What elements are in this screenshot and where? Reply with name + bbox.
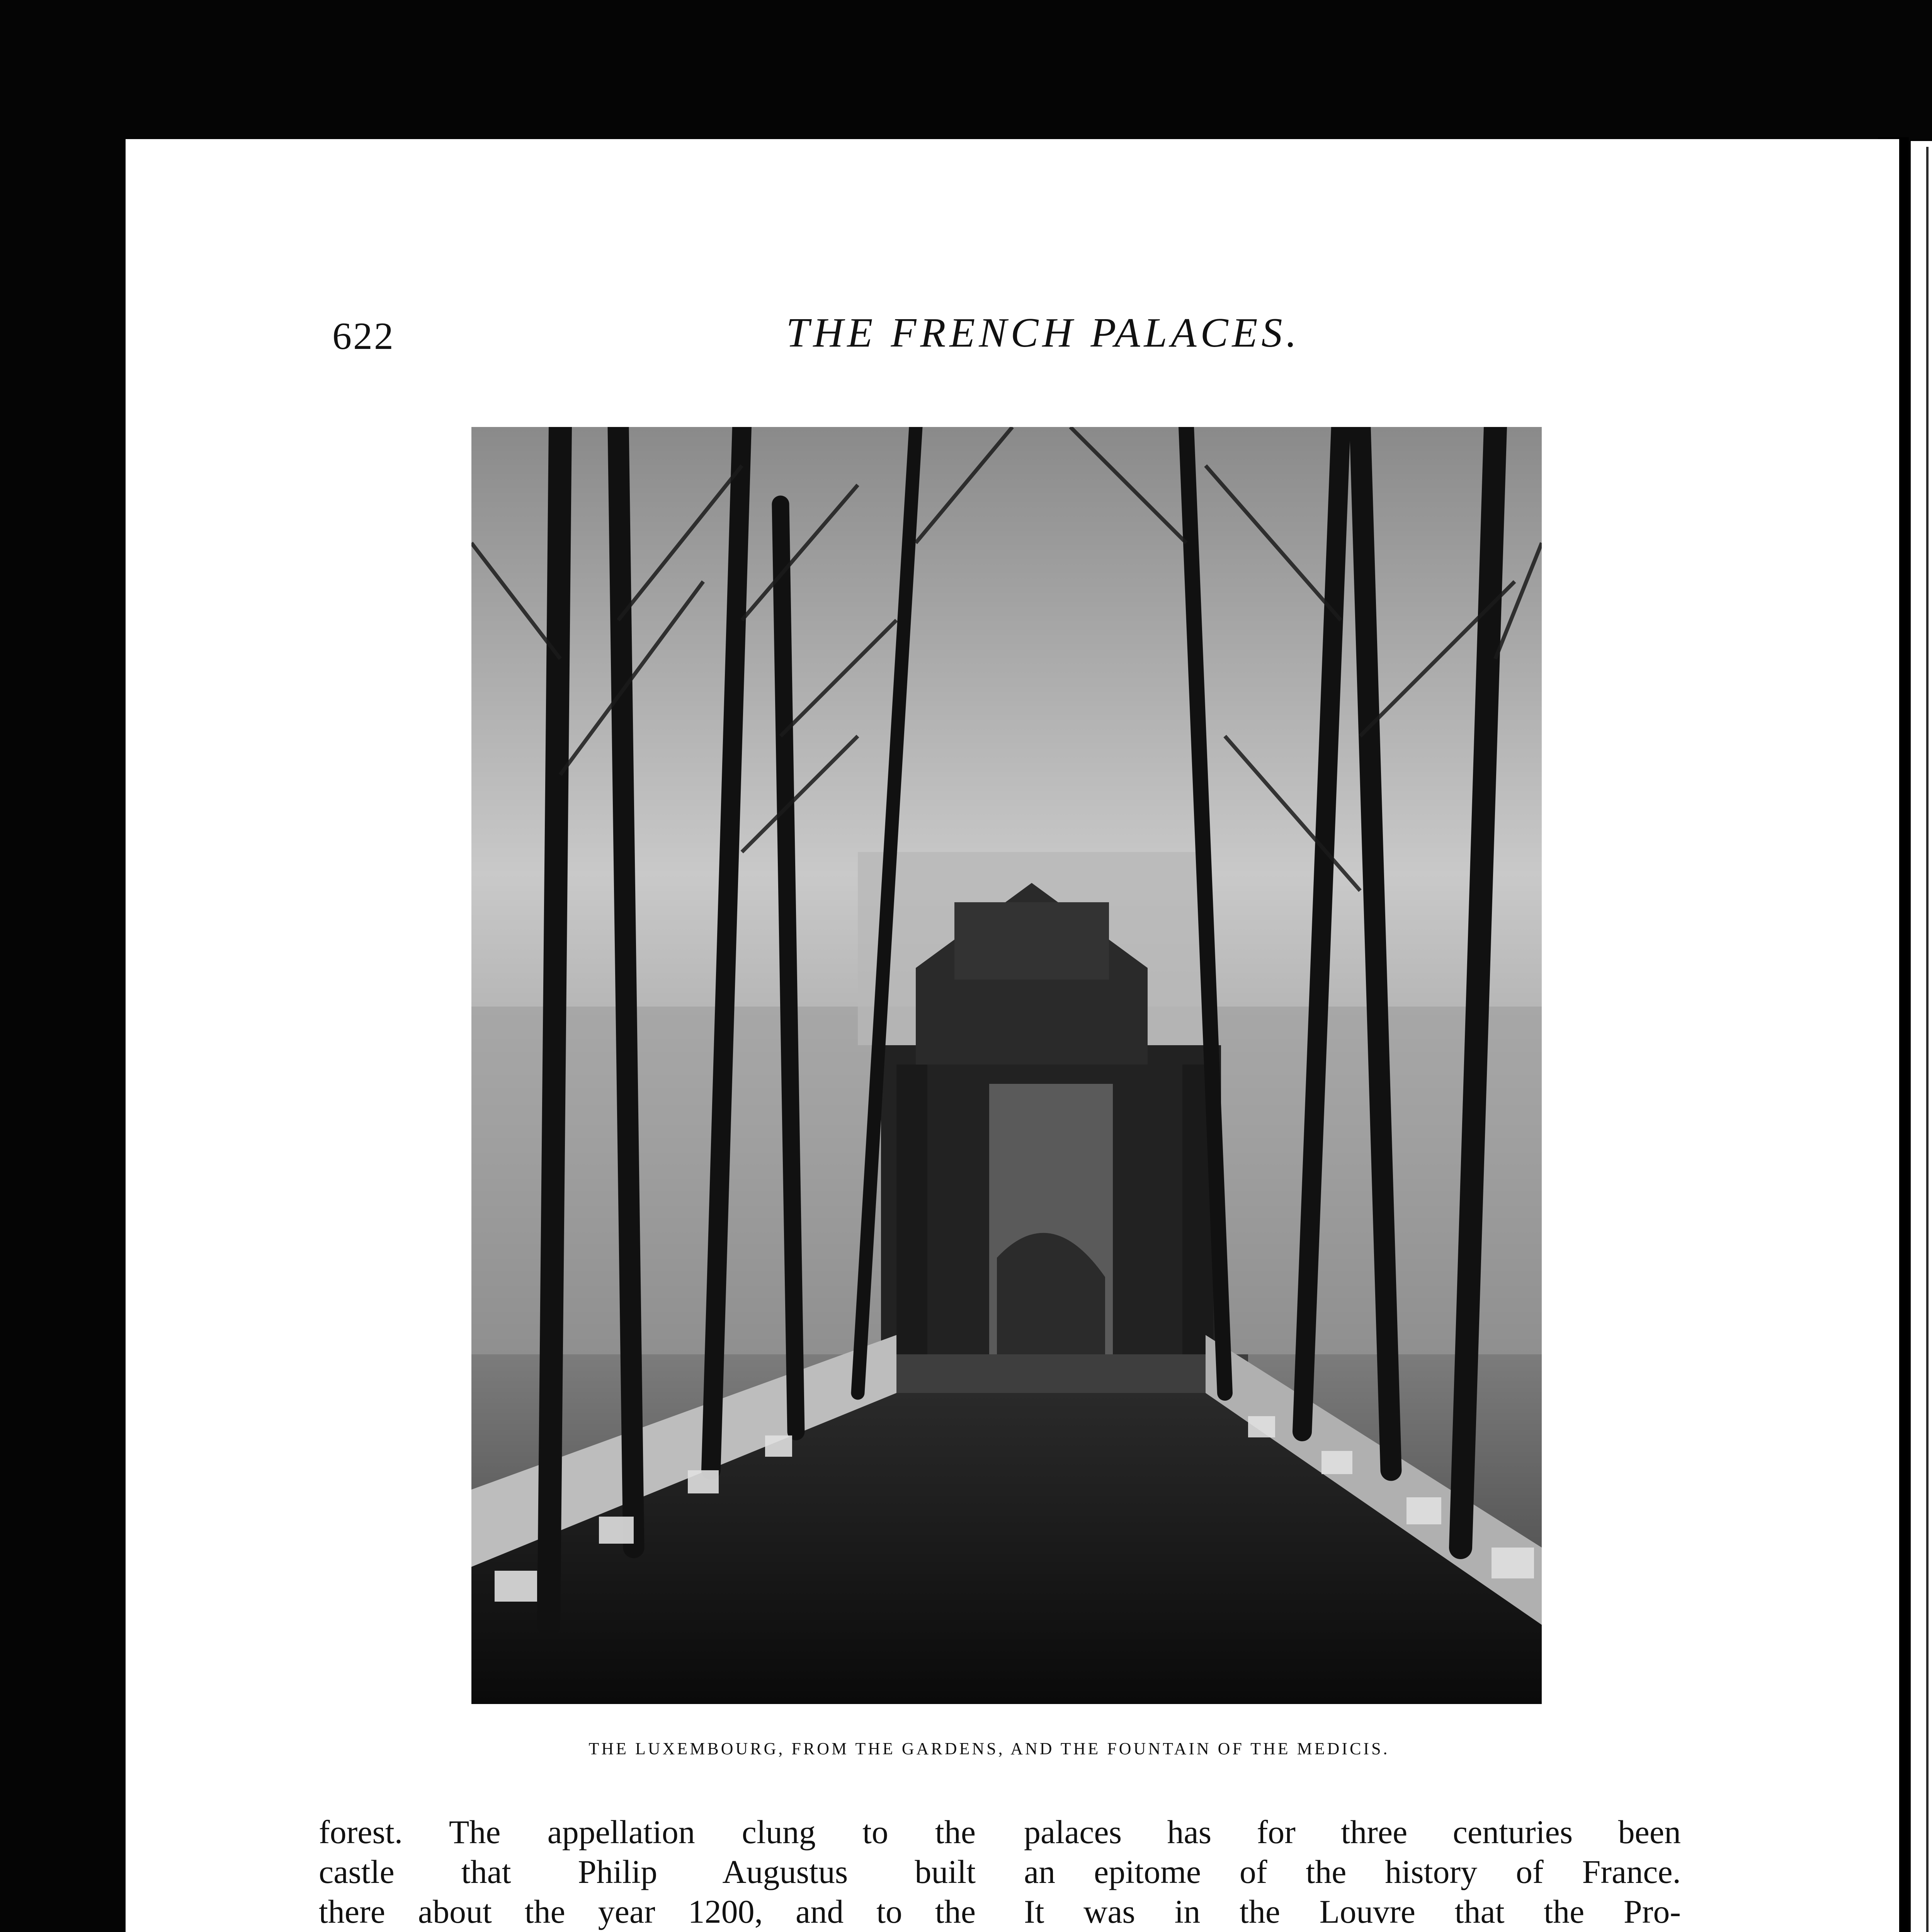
text-line: there about the year 1200, and to the: [319, 1893, 976, 1930]
running-title: THE FRENCH PALACES.: [786, 310, 1301, 356]
text-line: palaces has for three centuries been: [1024, 1813, 1681, 1850]
fountain-photograph: [471, 427, 1542, 1704]
body-column-right: [1024, 1812, 1681, 1932]
next-page-edge-line: [1926, 147, 1929, 1932]
next-page-edge: [1911, 141, 1932, 1932]
body-column-left: [319, 1812, 976, 1932]
text-line: It was in the Louvre that the Pro-: [1024, 1893, 1681, 1930]
text-line: an epitome of the history of France.: [1024, 1853, 1681, 1890]
text-line: castle that Philip Augustus built: [319, 1853, 976, 1890]
text-line: forest. The appellation clung to the: [319, 1813, 976, 1850]
page-number: 622: [332, 315, 395, 357]
figure-caption: THE LUXEMBOURG, FROM THE GARDENS, AND THE FOUNTAIN OF THE MEDICIS.: [588, 1739, 1390, 1758]
